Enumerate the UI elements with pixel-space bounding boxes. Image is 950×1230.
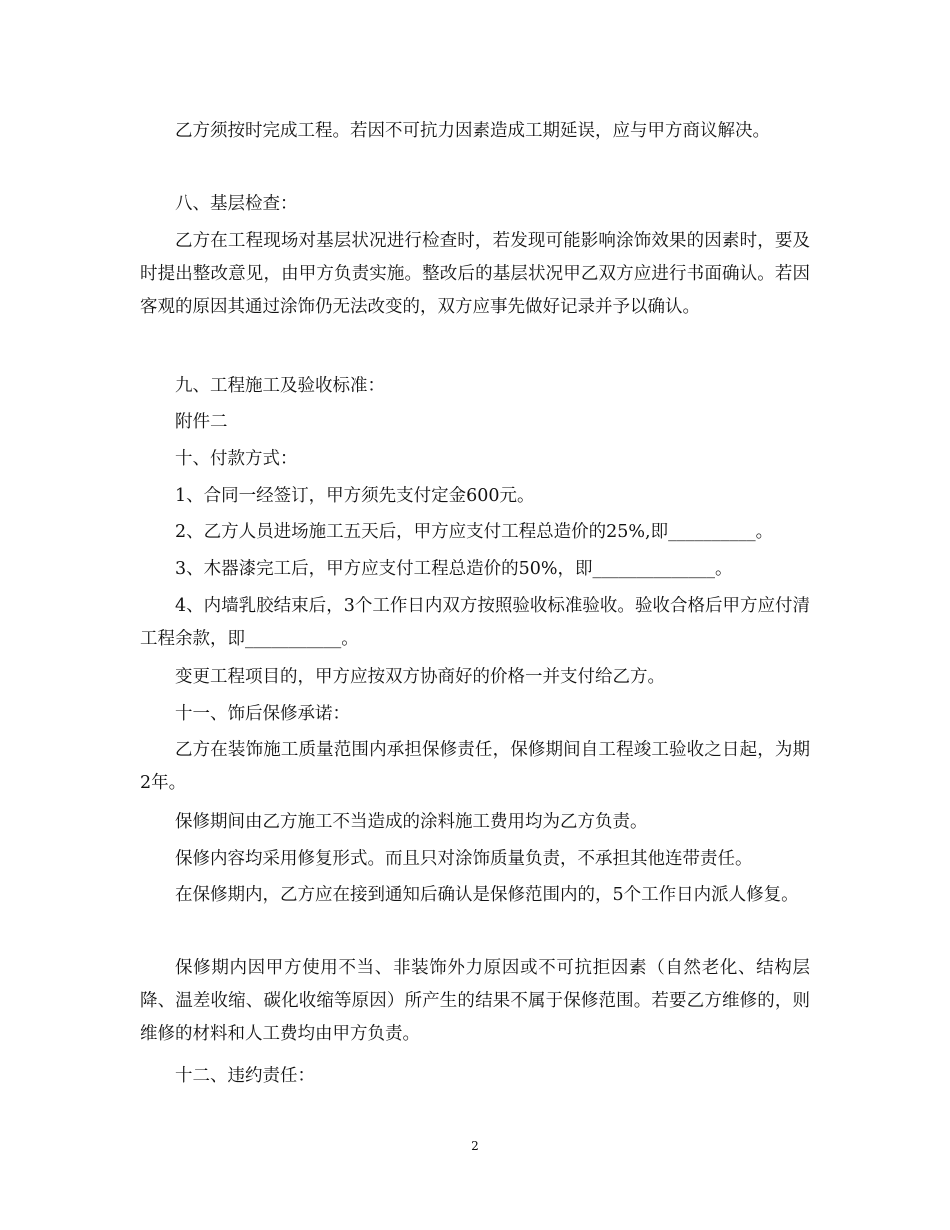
paragraph-warranty-cost: 保修期间由乙方施工不当造成的涂料施工费用均为乙方负责。	[175, 812, 648, 832]
paragraph-warranty-response: 在保修期内，乙方应在接到通知后确认是保修范围内的，5个工作日内派人修复。	[175, 885, 799, 905]
paragraph-change-items: 变更工程项目的，甲方应按双方协商好的价格一并支付给乙方。	[175, 667, 665, 687]
heading-base-inspection: 八、基层检查：	[175, 194, 298, 214]
paragraph-payment-3: 3、木器漆完工后，甲方应支付工程总造价的50%，即______________。	[175, 559, 733, 579]
paragraph-warranty-exclusions: 保修期内因甲方使用不当、非装饰外力原因或不可抗拒因素（自然老化、结构层降、温差收缩、碳化收缩等原因）所产生的结果不属于保修范围。若要乙方维修的，则维修的材料和人工费均由甲方负责。	[140, 958, 810, 1044]
page-number: 2	[471, 1139, 479, 1153]
paragraph-payment-4: 4、内墙乳胶结束后，3个工作日内双方按照验收标准验收。验收合格后甲方应付清工程余款，即___________。	[140, 596, 810, 649]
paragraph-base-inspection: 乙方在工程现场对基层状况进行检查时，若发现可能影响涂饰效果的因素时，要及时提出整改意见，由甲方负责实施。整改后的基层状况甲乙双方应进行书面确认。若因客观的原因其通过涂饰仍无法改变的，双方应事先做好记录并予以确认。	[140, 231, 810, 317]
paragraph-warranty-scope: 乙方在装饰施工质量范围内承担保修责任，保修期间自工程竣工验收之日起，为期2年。	[140, 740, 810, 793]
heading-acceptance-standards: 九、工程施工及验收标准：	[175, 376, 385, 396]
paragraph-payment-2: 2、乙方人员进场施工五天后，甲方应支付工程总造价的25%,即__________。	[175, 522, 774, 542]
heading-payment-method: 十、付款方式：	[175, 449, 298, 469]
paragraph-warranty-form: 保修内容均采用修复形式。而且只对涂饰质量负责，不承担其他连带责任。	[175, 849, 753, 869]
paragraph-attachment-two: 附件二	[175, 412, 228, 432]
paragraph-schedule-delay: 乙方须按时完成工程。若因不可抗力因素造成工期延误，应与甲方商议解决。	[175, 121, 770, 141]
heading-warranty: 十一、饰后保修承诺：	[175, 704, 350, 724]
paragraph-payment-1: 1、合同一经签订，甲方须先支付定金600元。	[175, 486, 535, 506]
heading-breach-liability: 十二、违约责任：	[175, 1066, 315, 1086]
